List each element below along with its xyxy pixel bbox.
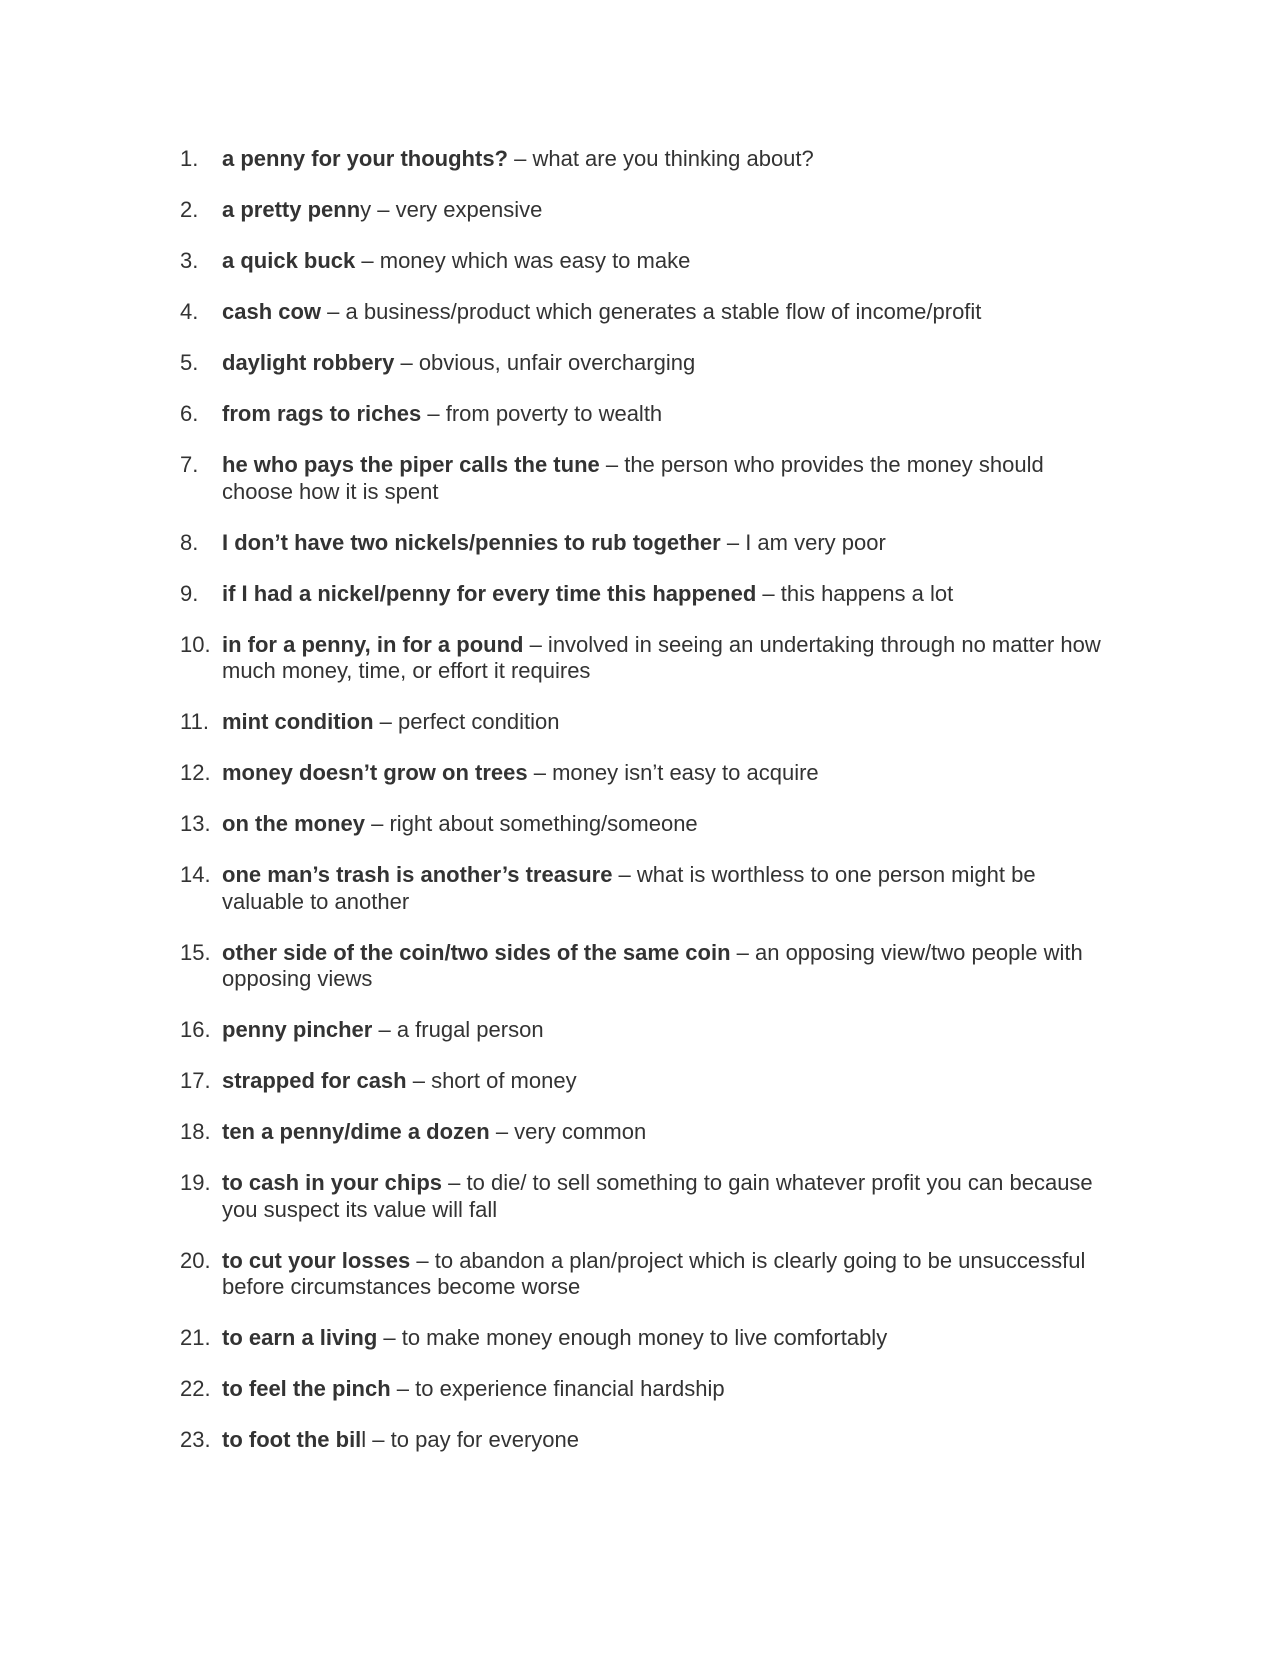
idiom-definition: – the person who provides the money should choose how it is spent — [222, 452, 1044, 504]
idiom-definition: – from poverty to wealth — [421, 401, 663, 426]
idiom-term: a penny for your thoughts? — [222, 146, 508, 171]
list-item — [180, 940, 1120, 993]
list-item — [180, 632, 1120, 685]
idiom-term: to foot the bil — [222, 1427, 362, 1452]
idiom-term: cash cow — [222, 299, 322, 324]
list-item — [180, 1376, 1120, 1403]
item-number: 3. — [180, 248, 199, 273]
idiom-list — [180, 146, 1120, 1478]
idiom-definition: – what is worthless to one person might be valuable to another — [222, 862, 1036, 914]
idiom-definition: – right about something/someone — [365, 811, 698, 836]
idiom-definition: – to die/ to sell something to gain whatever profit you can because you suspect its value will fall — [222, 1170, 1093, 1222]
item-number: 17. — [180, 1068, 211, 1093]
item-number: 15. — [180, 939, 211, 965]
item-number: 7. — [180, 452, 199, 477]
list-item — [180, 350, 1120, 377]
item-number: 14. — [180, 862, 211, 887]
idiom-term: other side of the coin/two sides of the same coin — [222, 939, 731, 965]
idiom-definition: – very common — [489, 1119, 647, 1144]
list-item — [180, 248, 1120, 275]
item-number: 2. — [180, 197, 199, 222]
idiom-definition: l – to pay for everyone — [361, 1427, 579, 1452]
idiom-term: a quick buck — [222, 248, 356, 273]
list-item — [180, 862, 1120, 915]
idiom-definition: – to make money enough money to live comfortably — [377, 1325, 888, 1350]
list-item — [180, 530, 1120, 557]
idiom-definition: – involved in seeing an undertaking through no matter how much money, time, or effort it requires — [222, 631, 1101, 683]
idiom-term: penny pincher — [222, 1017, 373, 1042]
idiom-term: money doesn’t grow on trees — [222, 760, 528, 785]
list-item — [180, 1325, 1120, 1352]
list-item — [180, 1119, 1120, 1146]
idiom-term: mint condition — [222, 709, 374, 734]
list-item — [180, 1170, 1120, 1223]
idiom-term: to earn a living — [222, 1325, 378, 1350]
idiom-definition: – money which was easy to make — [355, 248, 691, 273]
idiom-term: a pretty penn — [222, 197, 361, 222]
idiom-term: to cut your losses — [222, 1247, 411, 1273]
idiom-definition: – an opposing view/two people with opposing views — [222, 939, 1083, 991]
item-number: 13. — [180, 811, 211, 836]
item-number: 18. — [180, 1119, 211, 1144]
item-number: 16. — [180, 1017, 211, 1042]
list-item — [180, 1427, 1120, 1454]
list-item — [180, 452, 1120, 505]
list-item — [180, 709, 1120, 736]
idiom-term: from rags to riches — [222, 401, 422, 426]
idiom-term: I don’t have two nickels/pennies to rub together — [222, 529, 721, 555]
list-item — [180, 299, 1120, 326]
idiom-definition: – a frugal person — [372, 1017, 544, 1042]
idiom-term: strapped for cash — [222, 1068, 407, 1093]
idiom-term: one man’s trash is another’s treasure — [222, 862, 613, 887]
idiom-definition: – short of money — [406, 1068, 577, 1093]
list-item — [180, 146, 1120, 173]
item-number: 20. — [180, 1247, 211, 1273]
idiom-definition: y – very expensive — [360, 197, 543, 222]
idiom-definition: – a business/product which generates a stable flow of income/profit — [321, 299, 982, 324]
idiom-term: on the money — [222, 811, 366, 836]
item-number: 23. — [180, 1427, 211, 1452]
list-item — [180, 1248, 1120, 1301]
list-item — [180, 1068, 1120, 1095]
idiom-definition: – to experience financial hardship — [390, 1376, 725, 1401]
idiom-definition: – what are you thinking about? — [508, 146, 814, 171]
item-number: 6. — [180, 401, 199, 426]
list-item — [180, 760, 1120, 787]
item-number: 9. — [180, 580, 199, 606]
list-item — [180, 401, 1120, 428]
item-number: 19. — [180, 1170, 211, 1195]
item-number: 1. — [180, 146, 199, 171]
item-number: 21. — [180, 1325, 211, 1350]
idiom-definition: – this happens a lot — [756, 580, 954, 606]
list-item — [180, 811, 1120, 838]
idiom-term: if I had a nickel/penny for every time this happened — [222, 580, 757, 606]
item-number: 8. — [180, 529, 199, 555]
list-item — [180, 197, 1120, 224]
idiom-definition: – money isn’t easy to acquire — [527, 760, 819, 785]
item-number: 4. — [180, 299, 199, 324]
idiom-term: daylight robbery — [222, 350, 395, 375]
idiom-term: to feel the pinch — [222, 1376, 391, 1401]
idiom-definition: – to abandon a plan/project which is clearly going to be unsuccessful before circumstances become worse — [222, 1247, 1086, 1299]
item-number: 10. — [180, 631, 211, 657]
idiom-definition: – I am very poor — [720, 529, 886, 555]
item-number: 22. — [180, 1376, 211, 1401]
idiom-term: to cash in your chips — [222, 1170, 443, 1195]
idiom-term: in for a penny, in for a pound — [222, 631, 524, 657]
item-number: 12. — [180, 760, 211, 785]
idiom-term: he who pays the piper calls the tune — [222, 452, 600, 477]
item-number: 11. — [180, 709, 209, 734]
list-item — [180, 581, 1120, 608]
list-item — [180, 1017, 1120, 1044]
idiom-term: ten a penny/dime a dozen — [222, 1119, 490, 1144]
item-number: 5. — [180, 350, 199, 375]
idiom-definition: – obvious, unfair overcharging — [394, 350, 696, 375]
idiom-definition: – perfect condition — [373, 709, 560, 734]
